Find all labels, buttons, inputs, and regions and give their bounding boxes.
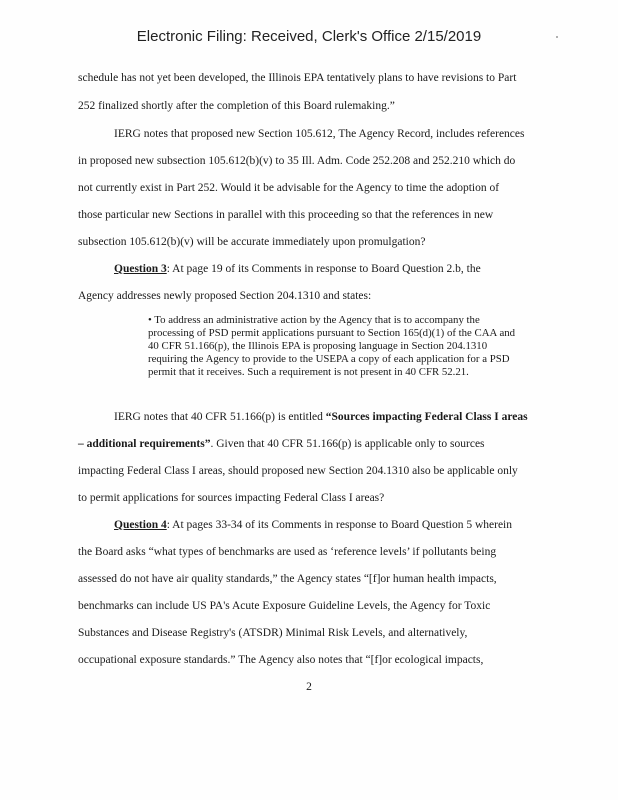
body-line: assessed do not have air quality standards,” the Agency states “[f]or human health impacts, — [78, 573, 497, 585]
body-text: IERG notes that 40 CFR 51.166(p) is entitled — [114, 411, 326, 423]
question-4-text: : At pages 33-34 of its Comments in response to Board Question 5 wherein — [166, 519, 512, 531]
body-line: those particular new Sections in parallel with this proceeding so that the references in new — [78, 209, 494, 221]
page-number: 2 — [306, 681, 312, 693]
question-3-line — [114, 262, 481, 276]
question-4-line — [114, 518, 512, 532]
body-line: occupational exposure standards.” The Agency also notes that “[f]or ecological impacts, — [78, 654, 484, 666]
body-line: not currently exist in Part 252. Would it be advisable for the Agency to time the adoption of — [78, 182, 500, 194]
body-line: Agency addresses newly proposed Section 204.1310 and states: — [78, 290, 372, 302]
body-line: Substances and Disease Registry's (ATSDR) Minimal Risk Levels, and alternatively, — [78, 627, 468, 639]
block-quote — [148, 314, 528, 379]
question-3-text: : At page 19 of its Comments in response to Board Question 2.b, the — [166, 263, 481, 275]
cfr-title-bold: “Sources impacting Federal Class I areas — [325, 411, 528, 423]
body-line: the Board asks “what types of benchmarks are used as ‘reference levels’ if pollutants being — [78, 546, 497, 558]
question-4-label: Question 4 — [114, 519, 167, 531]
scan-speck — [556, 36, 558, 38]
body-line — [78, 437, 485, 451]
body-text: . Given that 40 CFR 51.166(p) is applicable only to sources — [210, 438, 485, 450]
filing-header: Electronic Filing: Received, Clerk's Office 2/15/2019 — [136, 28, 482, 45]
block-quote-text: • To address an administrative action by the Agency that is to accompany the processing of PSD permit applications pursuant to Section 165(d)(1) of the CAA and 40 CFR 51.166(p), the Illinois EPA is proposing language in Section 204.1310 requiring the Agency to provide to the USEPA a copy of each application for a PSD permit that it receives. Such a requirement is not present in 40 CFR 52.21. — [148, 314, 516, 378]
body-line: benchmarks can include US PA's Acute Exposure Guideline Levels, the Agency for Toxic — [78, 600, 491, 612]
body-line: to permit applications for sources impacting Federal Class I areas? — [78, 492, 385, 504]
body-line: 252 finalized shortly after the completion of this Board rulemaking.” — [78, 100, 395, 112]
body-line: subsection 105.612(b)(v) will be accurate immediately upon promulgation? — [78, 236, 426, 248]
body-line — [114, 410, 528, 424]
cfr-title-bold: – additional requirements” — [78, 438, 211, 450]
body-line: schedule has not yet been developed, the Illinois EPA tentatively plans to have revisions to Part — [78, 72, 517, 84]
body-line: IERG notes that proposed new Section 105.612, The Agency Record, includes references — [114, 128, 525, 140]
question-3-label: Question 3 — [114, 263, 167, 275]
body-line: impacting Federal Class I areas, should proposed new Section 204.1310 also be applicable only — [78, 465, 518, 477]
body-line: in proposed new subsection 105.612(b)(v) to 35 Ill. Adm. Code 252.208 and 252.210 which do — [78, 155, 516, 167]
